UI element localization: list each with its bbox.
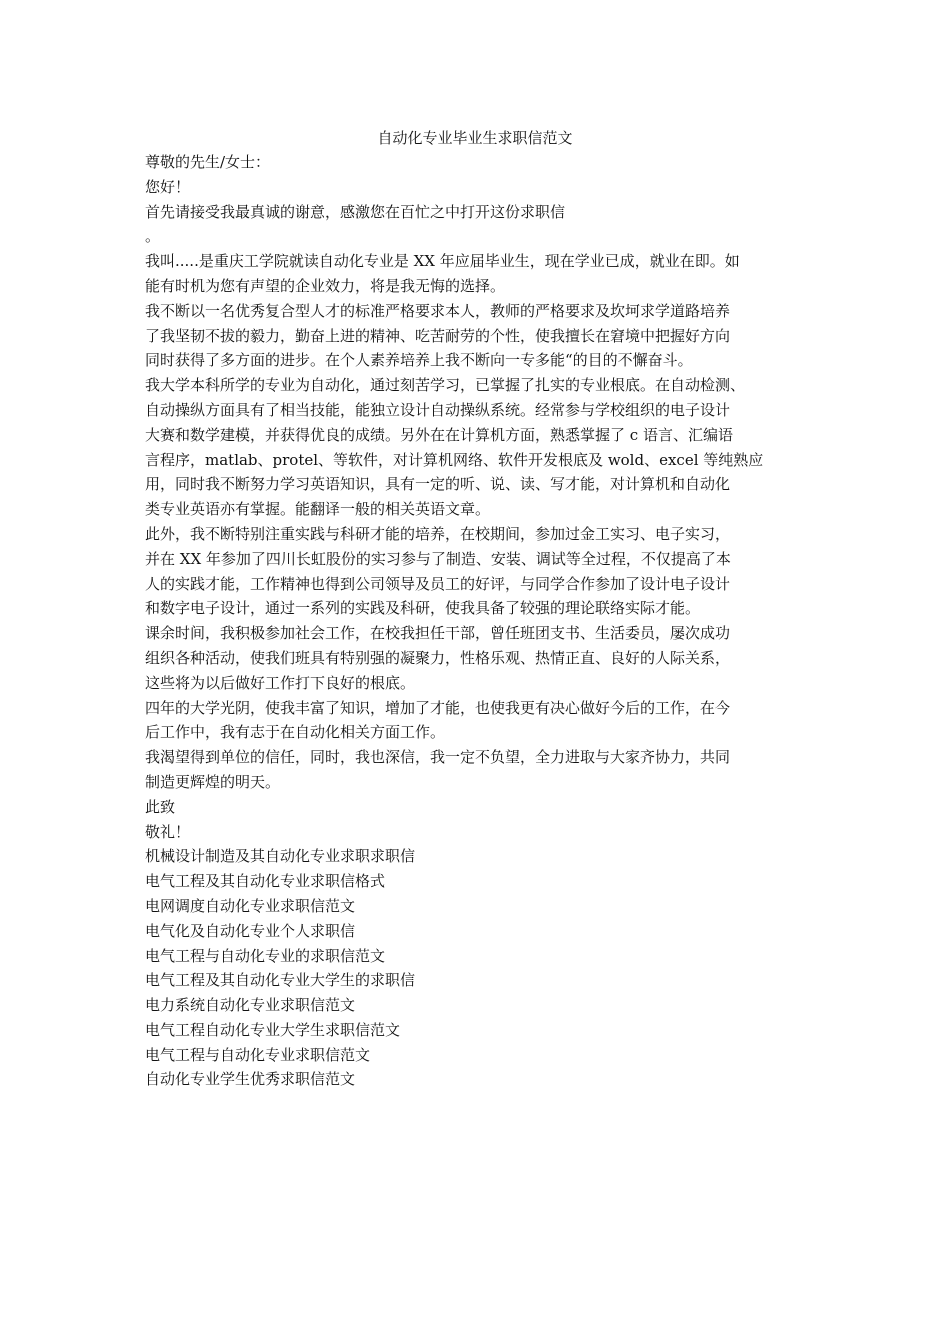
letter-line: 用，同时我不断努力学习英语知识，具有一定的听、说、读、写才能，对计算机和自动化 [145,475,731,494]
related-link[interactable]: 电气工程与自动化专业求职信范文 [145,1045,371,1064]
letter-line: 自动操纵方面具有了相当技能，能独立设计自动操纵系统。经常参与学校组织的电子设计 [145,400,731,419]
letter-line: 和数字电子设计，通过一系列的实践及科研，使我具备了较强的理论联络实际才能。 [145,599,701,618]
document-title: 自动化专业毕业生求职信范文 [377,129,573,147]
letter-line: 我不断以一名优秀复合型人才的标准严格要求本人，教师的严格要求及坎坷求学道路培养 [145,301,731,320]
related-link[interactable]: 电力系统自动化专业求职信范文 [145,996,356,1015]
related-link[interactable]: 电气工程自动化专业大学生求职信范文 [145,1020,401,1039]
related-link[interactable]: 机械设计制造及其自动化专业求职求职信 [145,847,416,866]
related-link[interactable]: 自动化专业学生优秀求职信范文 [145,1070,356,1089]
related-link[interactable]: 电气化及自动化专业个人求职信 [145,921,356,940]
letter-line: 。 [145,227,161,246]
letter-line: 我渴望得到单位的信任，同时，我也深信，我一定不负望，全力进取与大家齐协力，共同 [145,748,731,767]
letter-line: 言程序，matlab、protel、等软件，对计算机网络、软件开发根底及 wold、excel 等纯熟应 [145,450,764,469]
letter-line: 了我坚韧不拔的毅力，勤奋上进的精神、吃苦耐劳的个性，使我擅长在窘境中把握好方向 [145,326,731,345]
letter-line: 敬礼！ [145,822,191,841]
letter-line: 这些将为以后做好工作打下良好的根底。 [145,673,416,692]
letter-line: 此外，我不断特别注重实践与科研才能的培养，在校期间，参加过金工实习、电子实习， [145,524,731,543]
letter-line: 课余时间，我积极参加社会工作，在校我担任干部，曾任班团支书、生活委员，屡次成功 [145,624,731,643]
letter-line: 大赛和数学建模，并获得优良的成绩。另外在在计算机方面，熟悉掌握了 c 语言、汇编语 [145,425,733,444]
letter-line: 我大学本科所学的专业为自动化，通过刻苦学习，已掌握了扎实的专业根底。在自动检测、 [145,376,746,395]
related-links-list [145,844,813,1092]
related-link[interactable]: 电气工程与自动化专业的求职信范文 [145,946,386,965]
letter-line: 人的实践才能，工作精神也得到公司领导及员工的好评，与同学合作参加了设计电子设计 [145,574,731,593]
letter-line: 四年的大学光阴，使我丰富了知识，增加了才能，也使我更有决心做好今后的工作，在今 [145,698,731,717]
related-link[interactable]: 电气工程及其自动化专业求职信格式 [145,872,386,891]
letter-line: 并在 XX 年参加了四川长虹股份的实习参与了制造、安装、调试等全过程，不仅提高了本 [145,549,731,568]
letter-line: 组织各种活动，使我们班具有特别强的凝聚力，性格乐观、热情正直、良好的人际关系， [145,648,731,667]
letter-line: 尊敬的先生/女士： [145,153,271,171]
letter-line: 首先请接受我最真诚的谢意，感激您在百忙之中打开这份求职信 [145,202,566,221]
letter-content [145,150,813,844]
document-body [145,150,813,1092]
letter-line: 同时获得了多方面的进步。在个人素养培养上我不断向一专多能“的目的不懈奋斗。 [145,351,693,370]
letter-line: 类专业英语亦有掌握。能翻译一般的相关英语文章。 [145,500,491,519]
letter-line: 此致 [145,797,176,816]
letter-line: 您好！ [145,177,191,196]
related-link[interactable]: 电气工程及其自动化专业大学生的求职信 [145,971,416,990]
letter-line: 制造更辉煌的明天。 [145,772,281,791]
letter-line: 后工作中，我有志于在自动化相关方面工作。 [145,723,446,742]
related-link[interactable]: 电网调度自动化专业求职信范文 [145,896,356,915]
letter-line: 能有时机为您有声望的企业效力，将是我无悔的选择。 [145,276,506,295]
letter-line: 我叫.....是重庆工学院就读自动化专业是 XX 年应届毕业生，现在学业已成，就业在即。如 [145,252,740,271]
